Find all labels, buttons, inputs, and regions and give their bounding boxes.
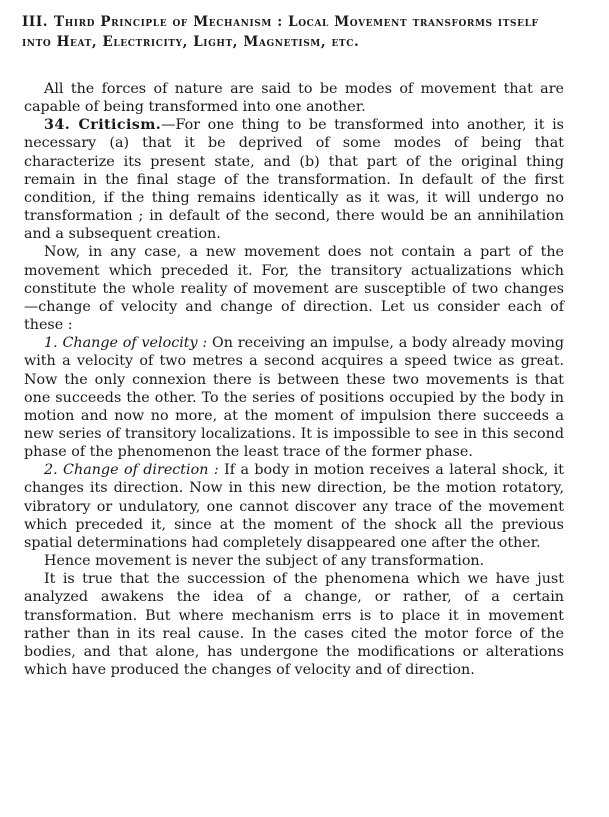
movement-paragraph: Now, in any case, a new movement does not contain a part of the movement which preceded it. For, the transitory actualizations which constitute the whole reality of movement are susceptible of two changes—change of velocity and change of direction. Let us consider each of these : bbox=[24, 244, 564, 334]
hence-paragraph: Hence movement is never the subject of any transformation. bbox=[44, 553, 485, 570]
conclusion-paragraph: It is true that the succession of the phenomena which we have just analyzed awakens the idea of a change, or rather, of a certain transformation. But where mechanism errs is to place it in movement rather than in its real cause. In the cases cited the motor force of the bodies, and that alone, has undergone the modifications or alterations which have produced the changes of velocity and of direction. bbox=[24, 571, 564, 678]
section-number: III. bbox=[22, 14, 49, 30]
body-text bbox=[24, 80, 564, 679]
section-heading bbox=[22, 12, 562, 52]
velocity-paragraph bbox=[24, 334, 564, 461]
intro-paragraph: All the forces of nature are said to be modes of movement that are capable of being transformed into one another. bbox=[24, 81, 564, 116]
velocity-label: 1. Change of velocity : bbox=[44, 335, 208, 352]
velocity-text: On receiving an impulse, a body already moving with a velocity of two metres a second acquires a speed twice as great. Now the only connexion there is between these two movements is that one succeeds the other. To the series of positions occupied by the body in motion and now no more, at the moment of impulsion there succeeds a new series of transitory localizations. It is impossible to see in this second phase of the phenomenon the least trace of the former phase. bbox=[24, 335, 564, 461]
criticism-paragraph bbox=[24, 116, 564, 243]
section-title: Third Principle of Mechanism : Local Movement transforms itself into Heat, Electricity, Light, Magnetism, etc. bbox=[22, 14, 539, 50]
criticism-label: 34. Criticism. bbox=[44, 117, 162, 134]
direction-paragraph bbox=[24, 461, 564, 552]
direction-label: 2. Change of direction : bbox=[44, 462, 219, 479]
direction-text: If a body in motion receives a lateral shock, it changes its direction. Now in this new direction, be the motion rotatory, vibratory or undulatory, one cannot discover any trace of the movement which preceded it, since at the moment of the shock all the previous spatial determinations had completely disappeared one after the other. bbox=[24, 462, 564, 551]
criticism-text: —For one thing to be transformed into another, it is necessary (a) that it be deprived of some modes of being that characterize its present state, and (b) that part of the original thing remain in the final stage of the transformation. In default of the first condition, if the thing remains identically as it was, it will undergo no transformation ; in default of the second, there would be an annihilation and a subsequent creation. bbox=[24, 117, 564, 243]
